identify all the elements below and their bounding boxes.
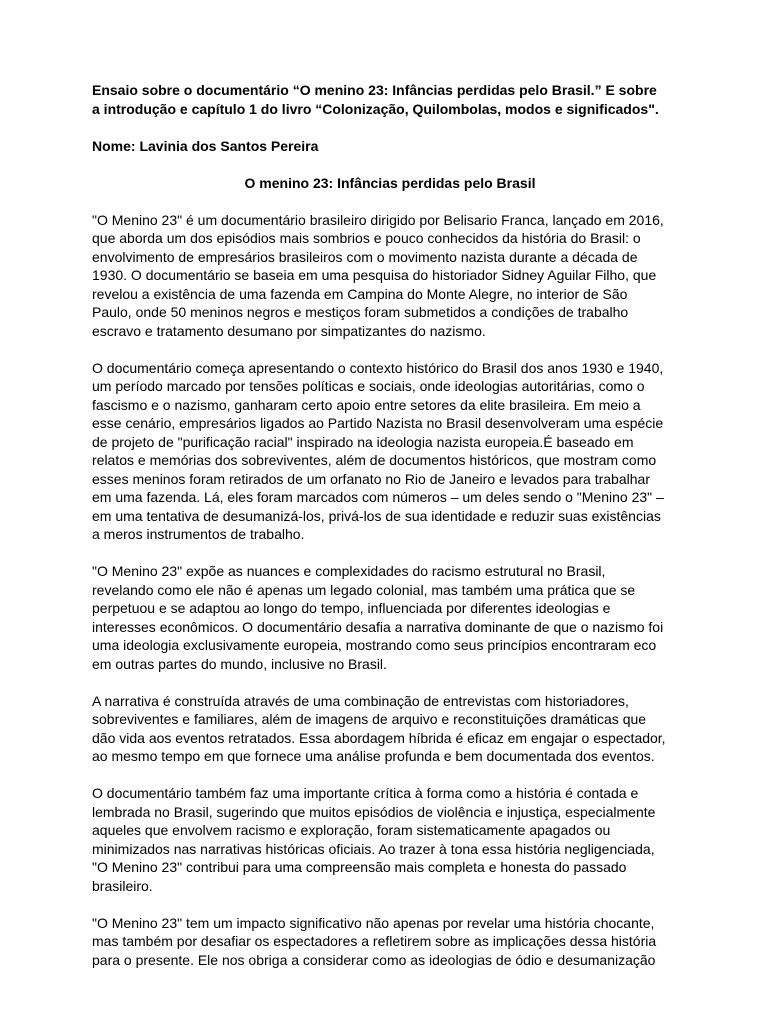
section-title: O menino 23: Infâncias perdidas pelo Brasil xyxy=(244,174,536,191)
paragraph-1: "O Menino 23" é um documentário brasileiro dirigido por Belisario Franca, lançado em 2016, que aborda um dos episódios mais sombrios e pouco conhecidos da história do Brasil: o envolvimento de empresários brasileiros com o movimento nazista durante a década de 1930. O documentário se baseia em uma pesquisa do historiador Sidney Aguilar Filho, que revelou a existência de uma fazenda em Campina do Monte Alegre, no interior de São Paulo, onde 50 meninos negros e mestiços foram submetidos a condições de trabalho escravo e tratamento desumano por simpatizantes do nazismo. xyxy=(92,211,664,339)
paragraph-4: A narrativa é construída através de uma combinação de entrevistas com historiadores, sobreviventes e familiares, além de imagens de arquivo e reconstituições dramáticas que dão vida aos eventos retratados. Essa abordagem híbrida é eficaz em engajar o espectador, ao mesmo tempo em que fornece uma análise profunda e bem documentada dos eventos. xyxy=(92,692,666,764)
document-heading: Ensaio sobre o documentário “O menino 23: Infâncias perdidas pelo Brasil.” E sobre a introdução e capítulo 1 do livro “Colonização, Quilombolas, modos e significados". xyxy=(92,82,659,117)
document-page xyxy=(92,81,688,969)
paragraph-6: "O Menino 23" tem um impacto significativo não apenas por revelar uma história chocante, mas também por desafiar os espectadores a refletirem sobre as implicações dessa história para o presente. Ele nos obriga a considerar como as ideologias de ódio e desumanização xyxy=(92,914,657,968)
paragraph-2: O documentário começa apresentando o contexto histórico do Brasil dos anos 1930 e 1940, um período marcado por tensões políticas e sociais, onde ideologias autoritárias, como o fascismo e o nazismo, ganharam certo apoio entre setores da elite brasileira. Em meio a esse cenário, empresários ligados ao Partido Nazista no Brasil desenvolveram uma espécie de projeto de "purificação racial" inspirado na ideologia nazista europeia.É baseado em relatos e memórias dos sobreviventes, além de documentos históricos, que mostram como esses meninos foram retirados de um orfanato no Rio de Janeiro e levados para trabalhar em uma fazenda. Lá, eles foram marcados com números – um deles sendo o "Menino 23" – em uma tentativa de desumanizá-los, privá-los de sua identidade e reduzir suas existências a meros instrumentos de trabalho. xyxy=(92,359,664,542)
paragraph-5: O documentário também faz uma importante crítica à forma como a história é contada e lembrada no Brasil, sugerindo que muitos episódios de violência e injustiça, especialmente aqueles que envolvem racismo e exploração, foram sistematicamente apagados ou minimizados nas narrativas históricas oficiais. Ao trazer à tona essa história negligenciada, "O Menino 23" contribui para uma compreensão mais completa e honesta do passado brasileiro. xyxy=(92,785,656,894)
paragraph-3: "O Menino 23" expõe as nuances e complexidades do racismo estrutural no Brasil, revelando como ele não é apenas um legado colonial, mas também uma prática que se perpetuou e se adaptou ao longo do tempo, influenciada por diferentes ideologias e interesses econômicos. O documentário desafia a narrativa dominante de que o nazismo foi uma ideologia exclusivamente europeia, mostrando como seus princípios encontraram eco em outras partes do mundo, inclusive no Brasil. xyxy=(92,563,664,672)
author-name: Nome: Lavinia dos Santos Pereira xyxy=(92,137,319,154)
